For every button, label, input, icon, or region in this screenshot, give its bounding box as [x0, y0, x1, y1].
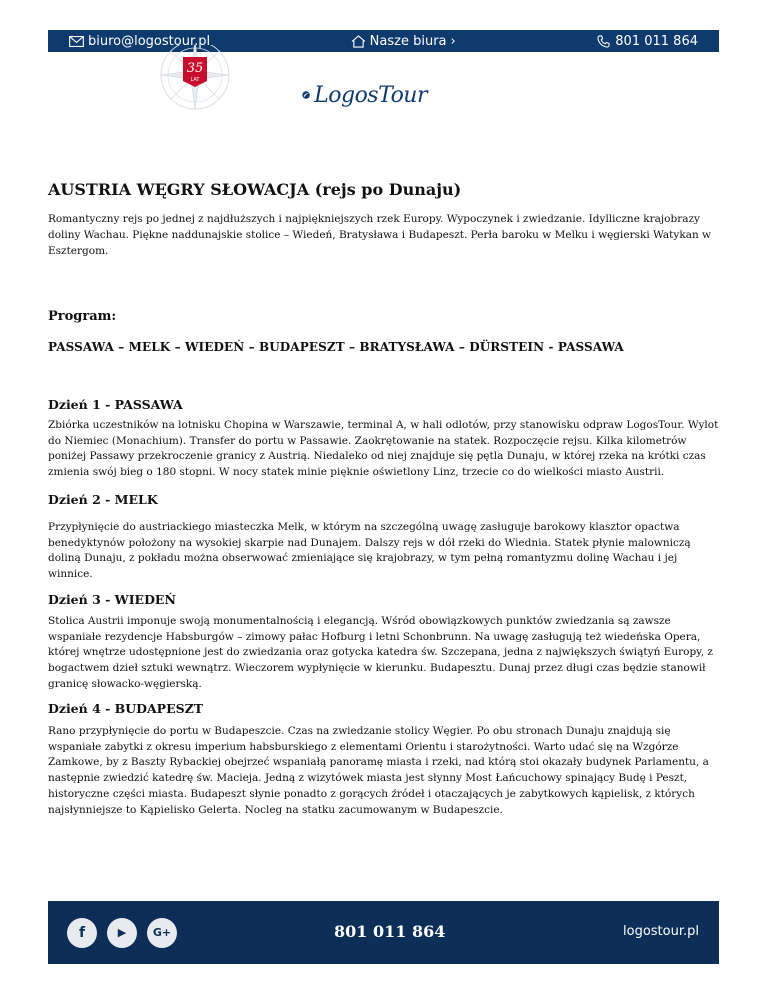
facebook-button[interactable]	[67, 918, 97, 948]
day-title: Dzień 2 - MELK	[48, 492, 158, 507]
route-line: PASSAWA – MELK – WIEDEŃ – BUDAPESZT – BRATYSŁAWA – DÜRSTEIN - PASSAWA	[48, 340, 624, 354]
top-contact-bar	[48, 30, 719, 52]
offices-text: Nasze biura	[369, 33, 447, 49]
day-title: Dzień 4 - BUDAPESZT	[48, 701, 204, 716]
logo-brand-text: LogosTour	[314, 82, 427, 108]
day-description: Przypłynięcie do austriackiego miasteczka Melk, w którym na szczególną uwagę zasługuje barokowy klasztor opactwa benedyktynów położony na wysokiej skarpie nad Dunajem. Dalszy rejs w dół rzeki do Wiednia. Statek płynie malowniczą doliną Dunaju, z pokładu można obserwować zmieniające się krajobrazy, w tym pełną romantyzmu dolinę Wachau i jej winnice.	[48, 521, 691, 581]
phone-icon	[596, 35, 611, 48]
home-icon	[351, 35, 366, 48]
phone-text: 801 011 864	[615, 33, 698, 49]
logo-emblem-icon	[302, 82, 310, 108]
day-description: Zbiórka uczestników na lotnisku Chopina w Warszawie, terminal A, w hali odlotów, przy stanowisku odpraw LogosTour. Wylot do Niemiec (Monachium). Transfer do portu w Passawie. Zaokrętowanie na statek. Rozpoczęcie rejsu. Kilka kilometrów poniżej Passawy przekroczenie granicy z Austrią. Niedaleko od niej znajduje się pętla Dunaju, w której rzeka na krótki czas zmienia swój bieg o 180 stopni. W nocy statek minie pięknie oświetlony Linz, trzecie co do wielkości miasto Austrii.	[48, 419, 719, 479]
email-text: biuro@logostour.pl	[88, 33, 211, 49]
youtube-button[interactable]	[107, 918, 137, 948]
footer-website-link[interactable]: logostour.pl	[623, 924, 699, 939]
youtube-icon: ▶	[117, 926, 127, 939]
day-description: Stolica Austrii imponuje swoją monumentalnością i elegancją. Wśród obowiązkowych punktów zwiedzania są zawsze wspaniałe rezydencje Habsburgów – zimowy pałac Hofburg i letni Schonbrunn. Na uwagę zasługują też wiedeńska Opera, której wnętrze udostępnione jest do zwiedzania oraz gotycka katedra św. Szczepana, jedna z największych świątyń Europy, z bogactwem dzieł sztuki wewnątrz. Wieczorem wypłynięcie w kierunku. Budapesztu. Dunaj przez długi czas będzie stanowił granicę słowacko-węgierską.	[48, 615, 713, 690]
badge-years: 35	[186, 61, 204, 76]
social-links	[67, 918, 177, 948]
logostour-logo[interactable]	[302, 75, 427, 115]
chevron-right-icon: ›	[450, 33, 456, 49]
intro-paragraph: Romantyczny rejs po jednej z najdłuższych i najpiękniejszych rzek Europy. Wypoczynek i zwiedzanie. Idylliczne krajobrazy doliny Wachau. Piękne naddunajskie stolice – Wiedeń, Bratysława i Budapeszt. Perła baroku w Melku i węgierski Watykan w Esztergom.	[48, 213, 712, 257]
day-title: Dzień 1 - PASSAWA	[48, 397, 183, 412]
footer-phone[interactable]: 801 011 864	[334, 922, 446, 941]
day-description: Rano przypłynięcie do portu w Budapeszcie. Czas na zwiedzanie stolicy Węgier. Po obu stronach Dunaju znajdują się wspaniałe zabytki z okresu imperium habsburskiego z elementami Orientu i starożytności. Warto udać się na Wzgórze Zamkowe, by z Baszty Rybackiej obejrzeć wspaniałą panoramę miasta i rzeki, nad którą stoi okazały budynek Parlamentu, a następnie zwiedzić katedrę św. Macieja. Jedną z wizytówek miasta jest słynny Most Łańcuchowy spinający Budę i Peszt, historyczne części miasta. Budapeszt słynie ponadto z gorących źródeł i otaczających je zabytkowych kąpielisk, z których najsłynniejsze to Kąpielisko Gelerta. Nocleg na statku zacumowanym w Budapeszcie.	[48, 725, 709, 816]
program-heading: Program:	[48, 309, 117, 324]
facebook-icon: f	[78, 924, 86, 941]
day-title: Dzień 3 - WIEDEŃ	[48, 592, 176, 607]
envelope-icon	[69, 35, 84, 48]
offices-link[interactable]	[351, 34, 456, 49]
google-plus-icon: G+	[152, 926, 172, 939]
phone-link[interactable]	[596, 34, 698, 49]
anniversary-badge	[153, 45, 237, 129]
page-title: AUSTRIA WĘGRY SŁOWACJA (rejs po Dunaju)	[48, 180, 462, 199]
badge-years-label: LAT	[190, 77, 200, 83]
footer-bar	[48, 901, 719, 964]
compass-rose-icon	[153, 45, 237, 129]
google-plus-button[interactable]	[147, 918, 177, 948]
